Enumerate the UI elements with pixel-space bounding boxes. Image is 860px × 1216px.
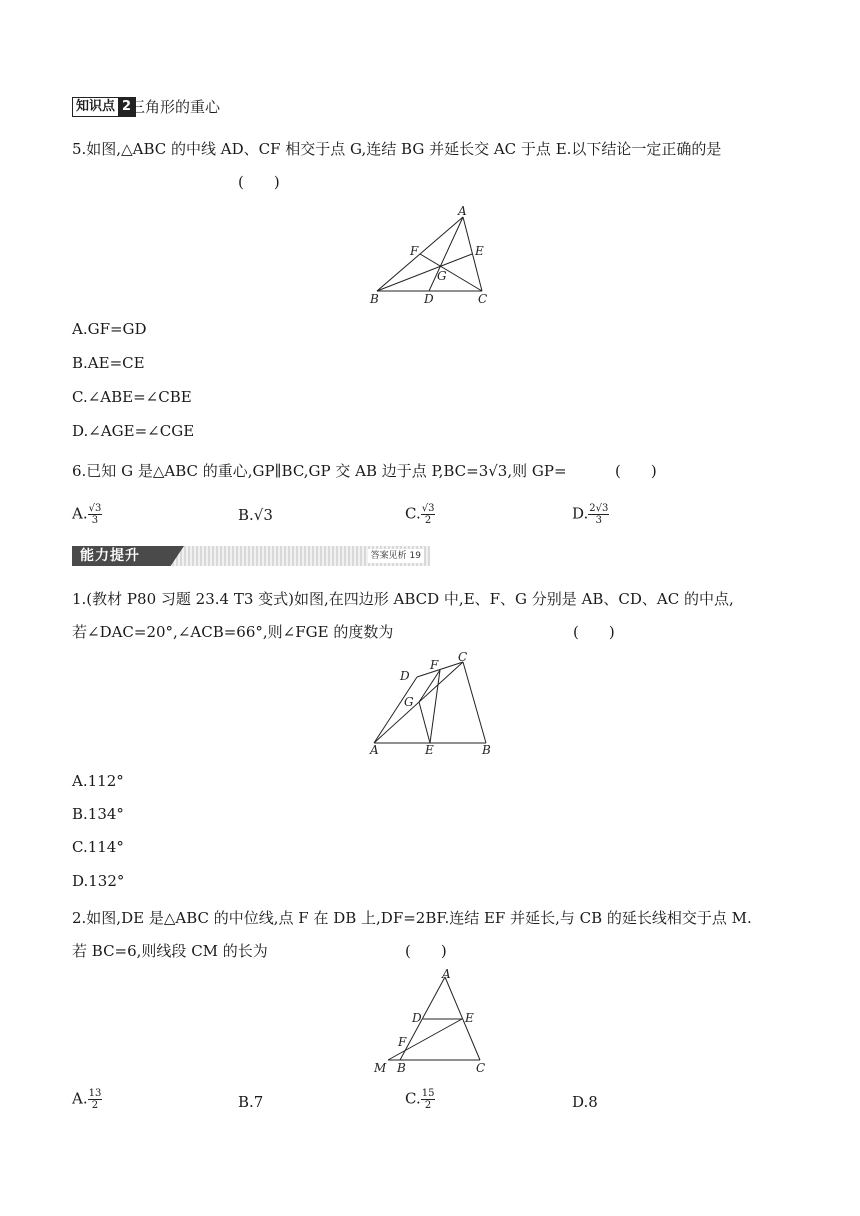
- p2-option-a: [72, 1088, 102, 1111]
- q6-option-b-text: √3: [253, 506, 273, 524]
- q6-option-d-letter: D.: [572, 504, 589, 523]
- q6-option-c-den: 2: [424, 515, 432, 526]
- p2-option-b: [238, 1093, 263, 1111]
- q5-label-c: C: [478, 292, 488, 306]
- q6-option-c-num: √3: [421, 503, 435, 514]
- q6-option-c-fraction: [421, 503, 436, 526]
- ability-banner: [72, 546, 430, 566]
- p2-option-a-num: 13: [88, 1088, 102, 1099]
- q6-option-d: [572, 503, 609, 526]
- p1-label-a: A: [370, 743, 379, 757]
- banner-answer-ref: 答案见析 19: [368, 549, 424, 563]
- p1-label-e: E: [425, 743, 434, 757]
- p2-option-d-letter: D.: [572, 1093, 589, 1111]
- p1-stem-line1: 1.(教材 P80 习题 23.4 T3 变式)如图,在四边形 ABCD 中,E、F、G 分别是 AB、CD、AC 的中点,: [72, 590, 734, 608]
- q6-option-b: [238, 506, 273, 524]
- p2-option-a-letter: A.: [72, 1089, 88, 1108]
- p1-option-a: A.112°: [72, 772, 124, 790]
- p1-label-g: G: [404, 695, 414, 709]
- q6-answer-paren: ( ): [615, 462, 657, 480]
- q5-label-b: B: [370, 292, 379, 306]
- p2-option-b-text: 7: [253, 1093, 264, 1111]
- p1-option-b: B.134°: [72, 805, 124, 823]
- p1-option-d: D.132°: [72, 872, 125, 890]
- p1-option-c: C.114°: [72, 838, 124, 856]
- p2-label-a: A: [442, 967, 451, 981]
- q6-option-a-num: √3: [88, 503, 102, 514]
- q6-option-a-den: 3: [91, 515, 99, 526]
- p2-option-c-num: 15: [421, 1088, 435, 1099]
- p2-label-d: D: [412, 1011, 422, 1025]
- p1-label-d: D: [400, 669, 410, 683]
- p2-option-c: [405, 1088, 435, 1111]
- p1-stem-line2: 若∠DAC=20°,∠ACB=66°,则∠FGE 的度数为: [72, 623, 394, 641]
- p2-stem-line1: 2.如图,DE 是△ABC 的中位线,点 F 在 DB 上,DF=2BF.连结 EF 并延长,与 CB 的延长线相交于点 M.: [72, 909, 752, 927]
- q6-option-a: [72, 503, 102, 526]
- p2-option-d: [572, 1093, 598, 1111]
- p2-label-f: F: [398, 1035, 407, 1049]
- q5-label-f: F: [410, 244, 419, 258]
- q6-option-c-letter: C.: [405, 504, 421, 523]
- p2-label-e: E: [465, 1011, 474, 1025]
- p2-option-c-fraction: [421, 1088, 436, 1111]
- section-title: 三角形的重心: [130, 98, 221, 116]
- p2-label-m: M: [374, 1061, 387, 1075]
- p2-label-c: C: [476, 1061, 486, 1075]
- p2-option-b-letter: B.: [238, 1093, 254, 1111]
- p1-answer-paren: ( ): [573, 623, 615, 641]
- q6-option-a-letter: A.: [72, 504, 88, 523]
- q5-option-d: D.∠AGE=∠CGE: [72, 422, 195, 440]
- q5-figure: [360, 200, 500, 308]
- p2-option-a-fraction: [88, 1088, 103, 1111]
- q6-option-a-fraction: [88, 503, 103, 526]
- p2-stem-line2: 若 BC=6,则线段 CM 的长为: [72, 942, 268, 960]
- p2-option-d-text: 8: [588, 1093, 598, 1111]
- p1-label-b: B: [482, 743, 491, 757]
- p2-label-b: B: [397, 1061, 406, 1075]
- banner-label: 能力提升: [80, 548, 140, 564]
- q6-option-d-den: 3: [595, 515, 602, 526]
- p2-figure: [360, 964, 500, 1076]
- knowledge-point-badge: [72, 97, 136, 117]
- q6-option-c: [405, 503, 435, 526]
- p2-option-c-letter: C.: [405, 1089, 421, 1108]
- p2-option-a-den: 2: [91, 1100, 99, 1111]
- q5-option-b: B.AE=CE: [72, 354, 145, 372]
- p2-answer-paren: ( ): [405, 942, 447, 960]
- p1-label-f: F: [430, 658, 439, 672]
- badge-number: 2: [118, 98, 135, 116]
- q5-answer-paren: ( ): [238, 173, 280, 191]
- p1-label-c: C: [458, 650, 468, 664]
- q5-label-d: D: [424, 292, 434, 306]
- q6-stem: 6.已知 G 是△ABC 的重心,GP∥BC,GP 交 AB 边于点 P,BC=3√3,则 GP=: [72, 462, 567, 480]
- p1-figure: [360, 650, 510, 760]
- p2-option-c-den: 2: [424, 1100, 432, 1111]
- q5-label-a: A: [458, 204, 467, 218]
- badge-text: 知识点: [76, 99, 116, 114]
- q5-stem: 5.如图,△ABC 的中线 AD、CF 相交于点 G,连结 BG 并延长交 AC 于点 E.以下结论一定正确的是: [72, 140, 722, 158]
- q6-option-d-num: 2√3: [589, 503, 609, 514]
- q6-option-d-fraction: [588, 503, 609, 526]
- q5-label-e: E: [475, 244, 484, 258]
- q5-label-g: G: [437, 269, 447, 283]
- q5-option-a: A.GF=GD: [72, 320, 147, 338]
- q6-option-b-letter: B.: [238, 506, 254, 524]
- q5-option-c: C.∠ABE=∠CBE: [72, 388, 192, 406]
